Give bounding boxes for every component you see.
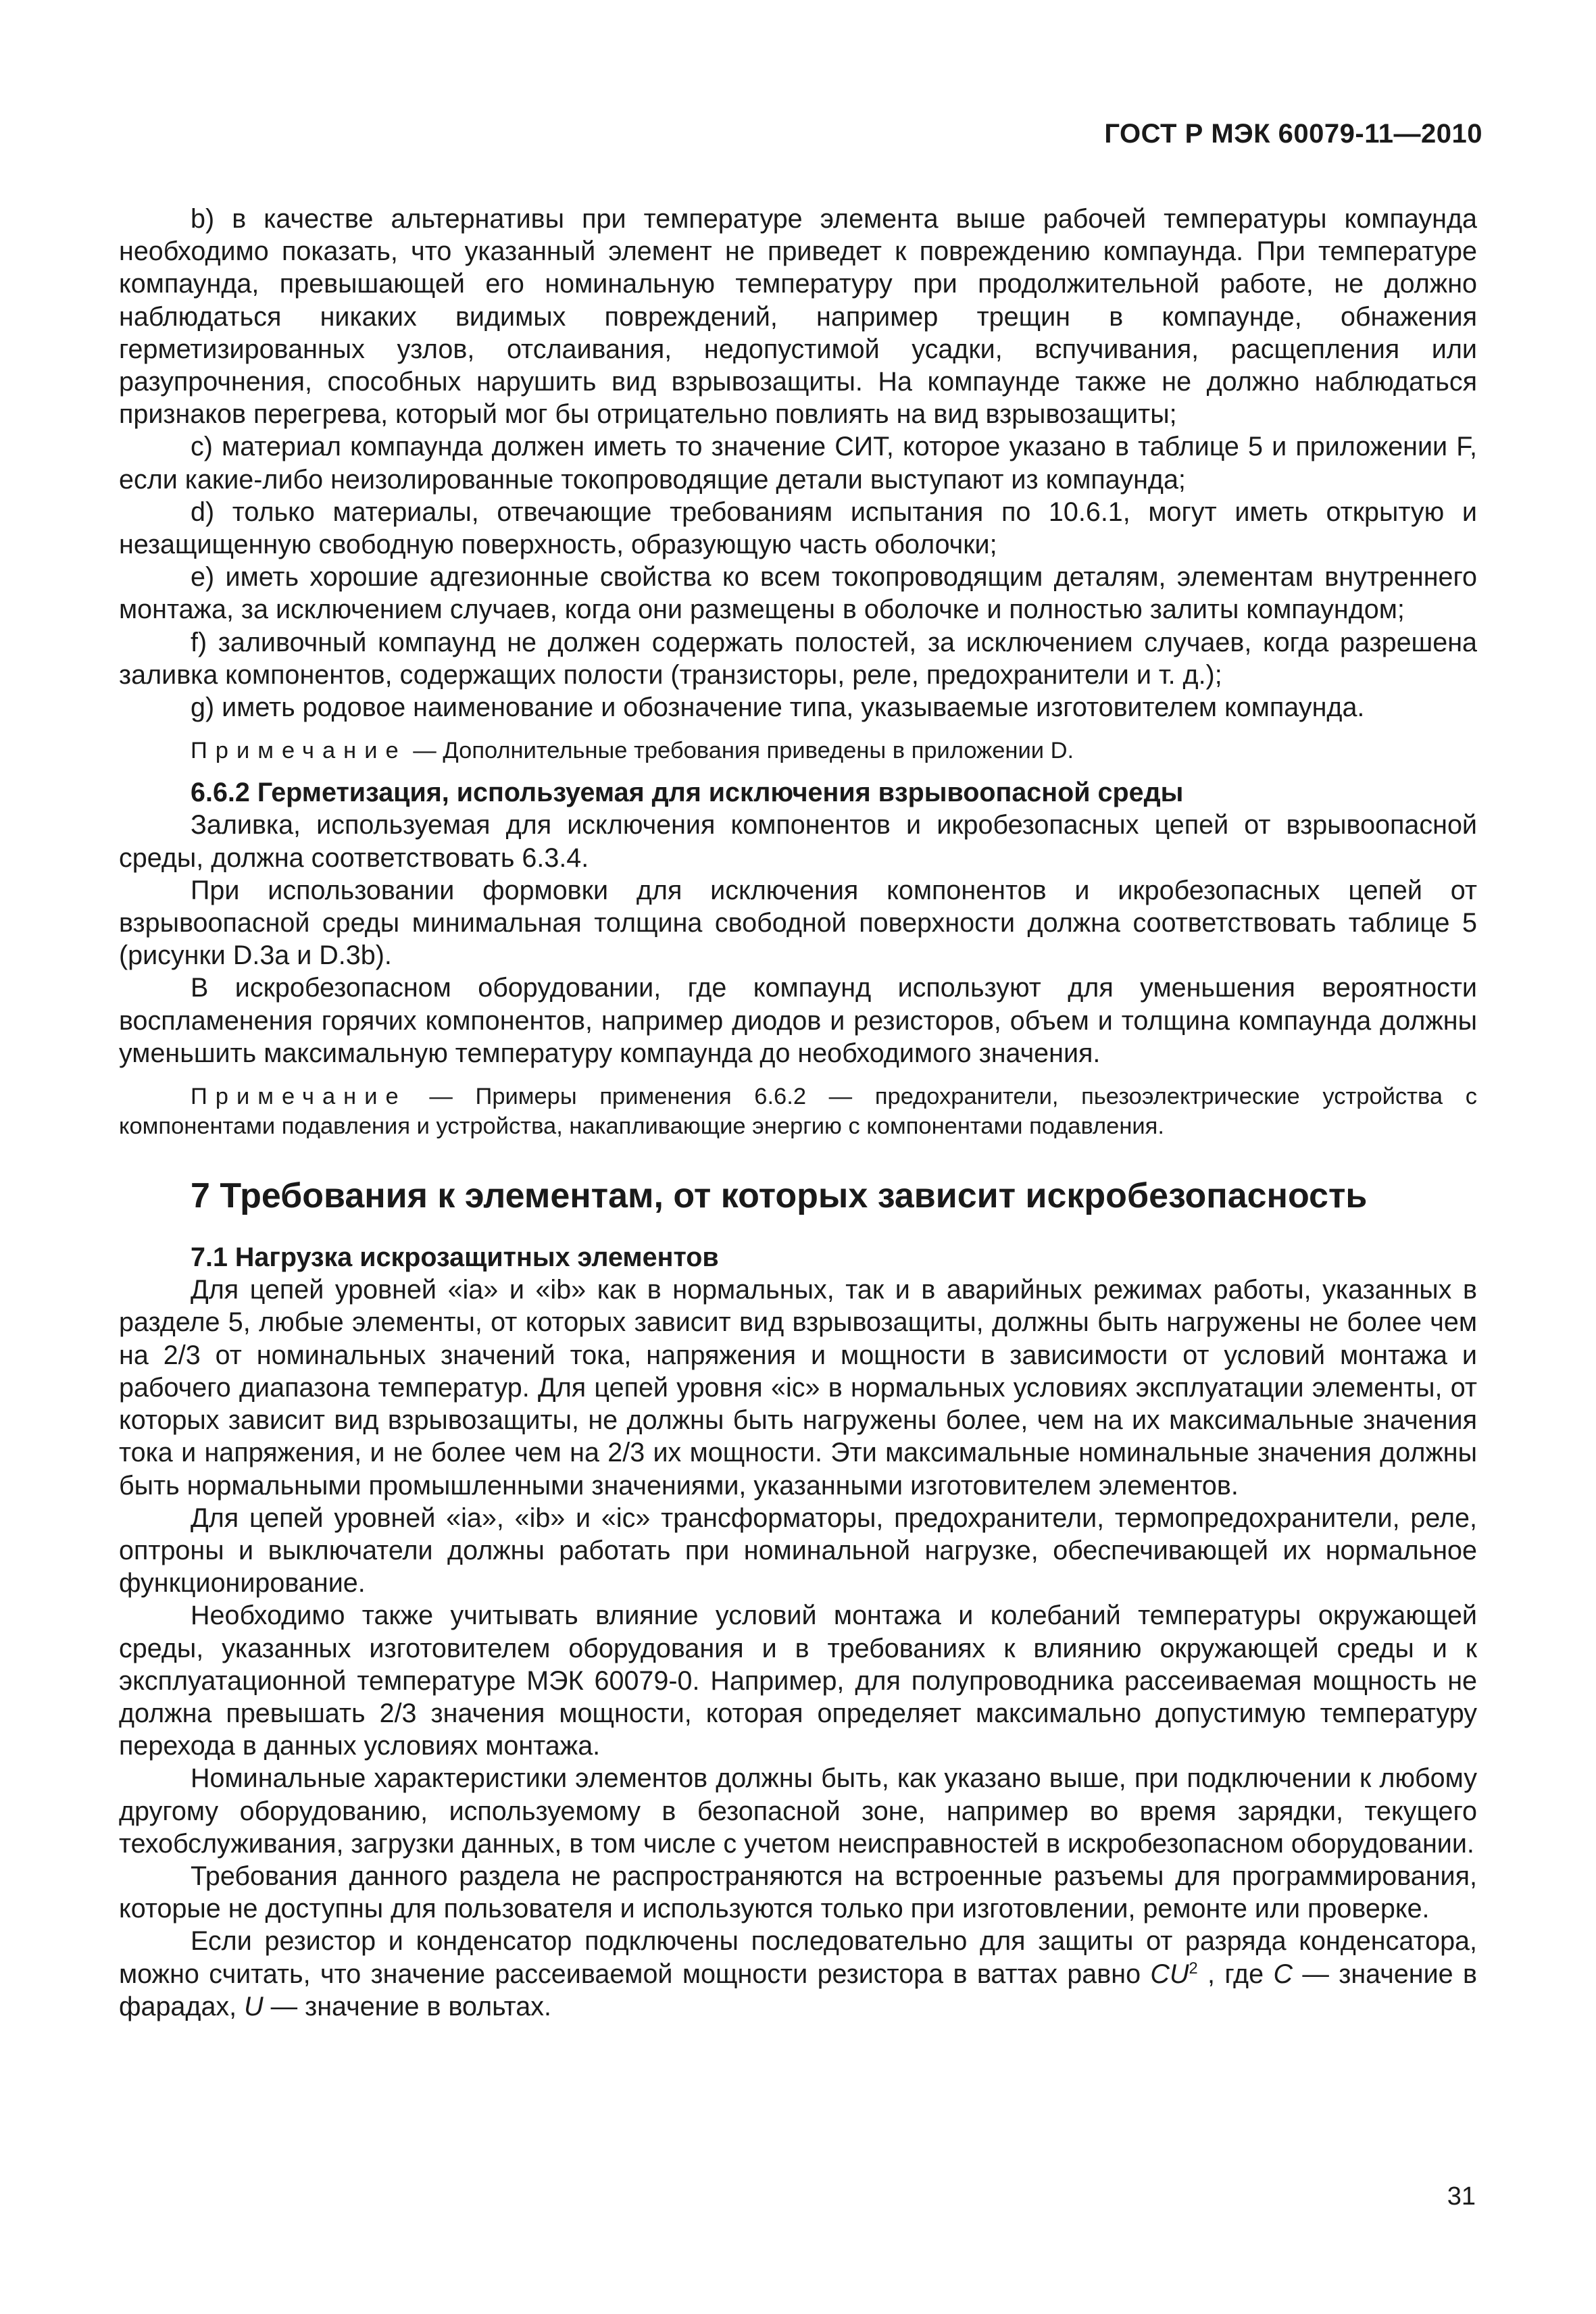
section-7-heading: 7 Требования к элементам, от которых зависит искробезопасность (191, 1176, 1368, 1216)
document-code-header: ГОСТ Р МЭК 60079-11—2010 (1104, 119, 1482, 149)
p6-u-symbol: U (244, 1991, 264, 2021)
paragraph-g: g) иметь родовое наименование и обозначение типа, указываемые изготовителем компаунда. (191, 693, 1365, 723)
p6-text-b: , где (1197, 1959, 1274, 1989)
paragraph-e: e) иметь хорошие адгезионные свойства ко всем токопроводящим деталям, элементам внутреннего монтажа, за исключением случаев, когда они размещены в оболочке и полностью залиты компаундом; (119, 562, 1477, 625)
note-1 (119, 736, 1477, 765)
p6-cu-formula: CU (1150, 1959, 1189, 1989)
p6-c-symbol: C (1273, 1959, 1293, 1989)
heading-7-1: 7.1 Нагрузка искрозащитных элементов (191, 1242, 719, 1273)
paragraph-6-6-2-1: Заливка, используемая для исключения компонентов и икробезопасных цепей от взрывоопасной среды, должна соответствовать 6.3.4. (119, 810, 1477, 873)
p6-end-text: — значение в вольтах. (263, 1991, 551, 2021)
p6-c-text: — значение в фарадах, (119, 1959, 1478, 2021)
paragraph-7-1-5: Требования данного раздела не распространяются на встроенные разъемы для программирования, которые не доступны для пользователя и используются только при изготовлении, ремонте или проверке. (119, 1861, 1477, 1924)
p6-text-a: Если резистор и конденсатор подключены последовательно для защиты от разряда конденсатора, можно считать, что значение рассеиваемой мощности резистора в ваттах равно (119, 1926, 1477, 1989)
paragraph-7-1-6 (119, 1925, 1477, 2023)
note-2-label: Примечание (191, 1084, 407, 1110)
paragraph-f: f) заливочный компаунд не должен содержать полостей, за исключением случаев, когда разрешена заливка компонентов, содержащих полости (транзисторы, реле, предохранители и т. д.); (119, 627, 1477, 690)
paragraph-6-6-2-2: При использовании формовки для исключения компонентов и икробезопасных цепей от взрывоопасной среды минимальная толщина свободной поверхности должна соответствовать таблице 5 (рисунки D.3a и D.3b). (119, 875, 1477, 971)
page-number: 31 (1447, 2182, 1476, 2211)
paragraph-d: d) только материалы, отвечающие требованиям испытания по 10.6.1, могут иметь открытую и незащищенную свободную поверхность, образующую часть оболочки; (119, 497, 1477, 560)
p6-exponent: 2 (1189, 1959, 1198, 1978)
page-body (119, 203, 1477, 2023)
paragraph-7-1-1: Для цепей уровней «ia» и «ib» как в нормальных, так и в аварийных режимах работы, указанных в разделе 5, любые элементы, от которых зависит вид взрывозащиты, должны быть нагружены не более чем на 2/3 от номинальных значений тока, напряжения и мощности в зависимости от условий монтажа и рабочего диапазона температур. Для цепей уровня «ic» в нормальных условиях эксплуатации элементы, от которых зависит вид взрывозащиты, не должны быть нагружены более, чем на их максимальные значения тока и напряжения, и не более чем на 2/3 их мощности. Эти максимальные номинальные значения должны быть нормальными промышленными значениями, указанными изготовителем элементов. (119, 1275, 1477, 1501)
note-2-text: — Примеры применения 6.6.2 — предохранители, пьезоэлектрические устройства с компонентами подавления и устройства, накапливающие энергию с компонентами подавления. (119, 1084, 1477, 1140)
note-2 (119, 1082, 1477, 1141)
note-1-label: Примечание (191, 738, 407, 764)
paragraph-b: b) в качестве альтернативы при температуре элемента выше рабочей температуры компаунда необходимо показать, что указанный элемент не приведет к повреждению компаунда. При температуре компаунда, превышающей его номинальную температуру при продолжительной работе, не должно наблюдаться никаких видимых повреждений, например трещин в компаунде, обнажения герметизированных узлов, отслаивания, недопустимой усадки, вспучивания, расщепления или разупрочнения, способных нарушить вид взрывозащиты. На компаунде также не должно наблюдаться признаков перегрева, который мог бы отрицательно повлиять на вид взрывозащиты; (119, 204, 1477, 430)
note-1-text: — Дополнительные требования приведены в приложении D. (406, 738, 1074, 764)
paragraph-7-1-2: Для цепей уровней «ia», «ib» и «ic» трансформаторы, предохранители, термопредохранители, реле, оптроны и выключатели должны работать при номинальной нагрузке, обеспечивающей их нормальное функционирование. (119, 1503, 1477, 1599)
paragraph-7-1-4: Номинальные характеристики элементов должны быть, как указано выше, при подключении к любому другому оборудованию, используемому в безопасной зоне, например во время зарядки, текущего техобслуживания, загрузки данных, в том числе с учетом неисправностей в искробезопасном оборудовании. (119, 1763, 1477, 1859)
paragraph-6-6-2-3: В искробезопасном оборудовании, где компаунд используют для уменьшения вероятности воспламенения горячих компонентов, например диодов и резисторов, объем и толщина компаунда должны уменьшить максимальную температуру компаунда до необходимого значения. (119, 973, 1477, 1068)
paragraph-7-1-3: Необходимо также учитывать влияние условий монтажа и колебаний температуры окружающей среды, указанных изготовителем оборудования и в требованиях к влиянию окружающей среды и к эксплуатационной температуре МЭК 60079-0. Например, для полупроводника рассеиваемая мощность не должна превышать 2/3 значения мощности, которая определяет максимально допустимую температуру перехода в данных условиях монтажа. (119, 1601, 1477, 1761)
paragraph-c: c) материал компаунда должен иметь то значение СИТ, которое указано в таблице 5 и приложении F, если какие-либо неизолированные токопроводящие детали выступают из компаунда; (119, 432, 1477, 495)
heading-6-6-2: 6.6.2 Герметизация, используемая для исключения взрывоопасной среды (191, 778, 1184, 808)
